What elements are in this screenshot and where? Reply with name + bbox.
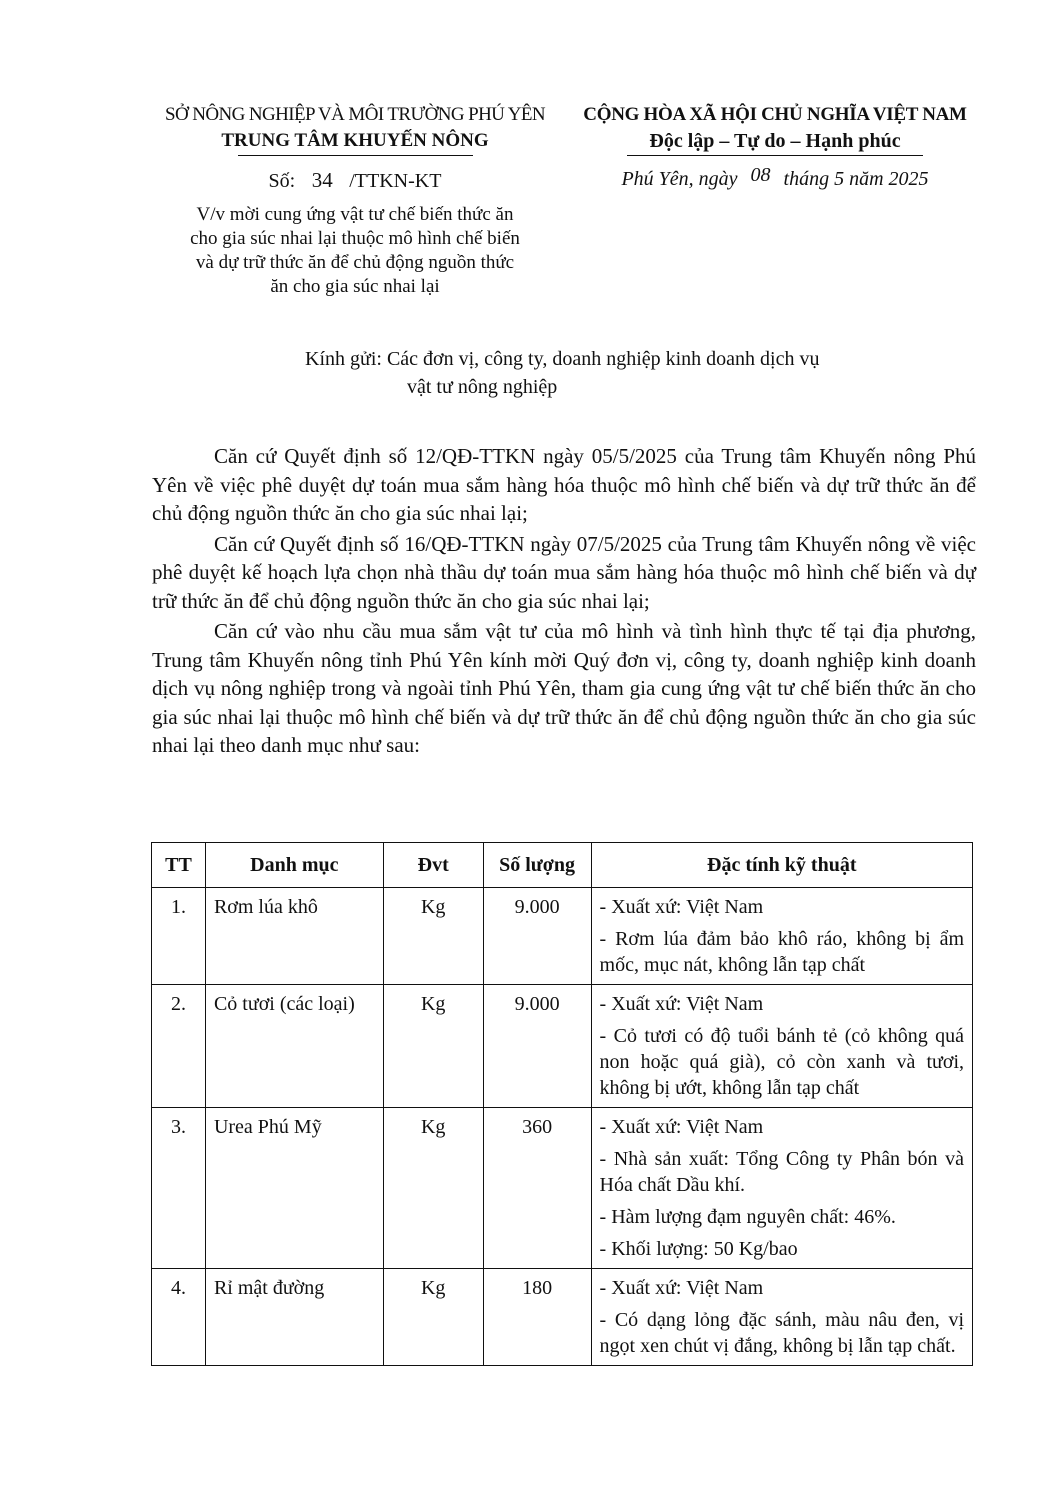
table-row bbox=[152, 888, 973, 985]
spec-line: - Cỏ tươi có độ tuổi bánh tẻ (cỏ không quá non hoặc quá già), cỏ còn xanh và tươi, không bị ướt, không lẫn tạp chất bbox=[599, 1025, 964, 1099]
row-unit: Kg bbox=[383, 1269, 483, 1366]
row-item-name: Rỉ mật đường bbox=[205, 1269, 383, 1366]
doc-number-value: 34 bbox=[311, 168, 333, 192]
table-header-row bbox=[152, 843, 973, 888]
subject-line: V/v mời cung ứng vật tư chế biến thức ăn bbox=[196, 204, 514, 225]
doc-number-prefix: Số: bbox=[268, 170, 296, 192]
agency-underline bbox=[238, 155, 473, 156]
row-unit: Kg bbox=[383, 985, 483, 1108]
recipient-line-1: Các đơn vị, công ty, doanh nghiệp kinh doanh dịch vụ bbox=[386, 348, 820, 370]
motto-underline bbox=[627, 155, 923, 156]
row-quantity: 180 bbox=[483, 1269, 591, 1366]
spec-line: - Khối lượng: 50 Kg/bao bbox=[599, 1238, 798, 1260]
row-quantity: 9.000 bbox=[483, 888, 591, 985]
letter-body bbox=[152, 442, 976, 762]
row-tt: 1. bbox=[152, 888, 206, 985]
row-tt: 4. bbox=[152, 1269, 206, 1366]
national-title-block bbox=[565, 102, 985, 156]
recipient-line-2: vật tư nông nghiệp bbox=[407, 376, 558, 398]
spec-line: - Nhà sản xuất: Tổng Công ty Phân bón và Hóa chất Dầu khí. bbox=[599, 1148, 964, 1196]
row-specs bbox=[591, 1108, 972, 1269]
row-item-name: Cỏ tươi (các loại) bbox=[205, 985, 383, 1108]
spec-line: - Xuất xứ: Việt Nam bbox=[599, 1116, 764, 1138]
spec-line: - Hàm lượng đạm nguyên chất: 46%. bbox=[599, 1206, 896, 1228]
row-unit: Kg bbox=[383, 1108, 483, 1269]
table-row bbox=[152, 985, 973, 1108]
row-specs bbox=[591, 888, 972, 985]
subject-line: cho gia súc nhai lại thuộc mô hình chế biến bbox=[190, 228, 520, 249]
header-quantity: Số lượng bbox=[483, 843, 591, 888]
spec-line: - Xuất xứ: Việt Nam bbox=[599, 1277, 764, 1299]
body-paragraph: Căn cứ Quyết định số 16/QĐ-TTKN ngày 07/5/2025 của Trung tâm Khuyến nông về việc phê duyệt kế hoạch lựa chọn nhà thầu dự toán mua sắm hàng hóa thuộc mô hình chế biến và dự trữ thức ăn để chủ động nguồn thức ăn cho gia súc nhai lại; bbox=[152, 531, 976, 613]
row-quantity: 9.000 bbox=[483, 985, 591, 1108]
subject-line: ăn cho gia súc nhai lại bbox=[270, 276, 440, 297]
row-quantity: 360 bbox=[483, 1108, 591, 1269]
spec-line: - Rơm lúa đảm bảo khô ráo, không bị ẩm mốc, mục nát, không lẫn tạp chất bbox=[599, 928, 964, 976]
table-row bbox=[152, 1269, 973, 1366]
date-day: 08 bbox=[750, 164, 771, 186]
subject-block bbox=[140, 203, 570, 299]
agency-name: TRUNG TÂM KHUYẾN NÔNG bbox=[221, 130, 489, 151]
document-number bbox=[140, 168, 570, 193]
date-prefix: Phú Yên, ngày bbox=[621, 168, 738, 190]
row-specs bbox=[591, 985, 972, 1108]
spec-line: - Xuất xứ: Việt Nam bbox=[599, 993, 764, 1015]
recipient-block bbox=[305, 345, 965, 401]
document-date bbox=[565, 164, 985, 191]
spec-line: - Xuất xứ: Việt Nam bbox=[599, 896, 764, 918]
row-specs bbox=[591, 1269, 972, 1366]
row-unit: Kg bbox=[383, 888, 483, 985]
header-tt: TT bbox=[152, 843, 206, 888]
supply-items-table bbox=[151, 842, 973, 1366]
header-item: Danh mục bbox=[205, 843, 383, 888]
body-paragraph: Căn cứ Quyết định số 12/QĐ-TTKN ngày 05/5/2025 của Trung tâm Khuyến nông Phú Yên về việc phê duyệt dự toán mua sắm hàng hóa thuộc mô hình chế biến và dự trữ thức ăn để chủ động nguồn thức ăn cho gia súc nhai lại; bbox=[152, 444, 976, 525]
spec-line: - Có dạng lỏng đặc sánh, màu nâu đen, vị ngọt xen chút vị đắng, không bị lẫn tạp chất. bbox=[599, 1309, 964, 1357]
body-paragraph: Căn cứ vào nhu cầu mua sắm vật tư của mô hình và tình hình thực tế tại địa phương, Trung tâm Khuyến nông tỉnh Phú Yên kính mời Quý đơn vị, công ty, doanh nghiệp kinh doanh dịch vụ nông nghiệp trong và ngoài tỉnh Phú Yên, tham gia cung ứng vật tư chế biến thức ăn cho gia súc nhai lại thuộc mô hình chế biến và dự trữ thức ăn để chủ động nguồn thức ăn cho gia súc nhai lại theo danh mục như sau: bbox=[152, 619, 976, 757]
row-item-name: Urea Phú Mỹ bbox=[205, 1108, 383, 1269]
header-specs: Đặc tính kỹ thuật bbox=[591, 843, 972, 888]
recipient-label: Kính gửi: bbox=[305, 348, 382, 370]
parent-agency-name: SỞ NÔNG NGHIỆP VÀ MÔI TRƯỜNG PHÚ YÊN bbox=[164, 104, 546, 125]
header-unit: Đvt bbox=[383, 843, 483, 888]
doc-number-suffix: /TTKN-KT bbox=[349, 170, 442, 192]
national-motto: Độc lập – Tự do – Hạnh phúc bbox=[649, 130, 901, 152]
issuing-agency-block bbox=[140, 102, 570, 156]
national-title: CỘNG HÒA XÃ HỘI CHỦ NGHĨA VIỆT NAM bbox=[583, 104, 967, 125]
row-item-name: Rơm lúa khô bbox=[205, 888, 383, 985]
subject-line: và dự trữ thức ăn để chủ động nguồn thức bbox=[195, 252, 515, 273]
date-rest: tháng 5 năm 2025 bbox=[783, 168, 929, 190]
row-tt: 3. bbox=[152, 1108, 206, 1269]
row-tt: 2. bbox=[152, 985, 206, 1108]
table-row bbox=[152, 1108, 973, 1269]
